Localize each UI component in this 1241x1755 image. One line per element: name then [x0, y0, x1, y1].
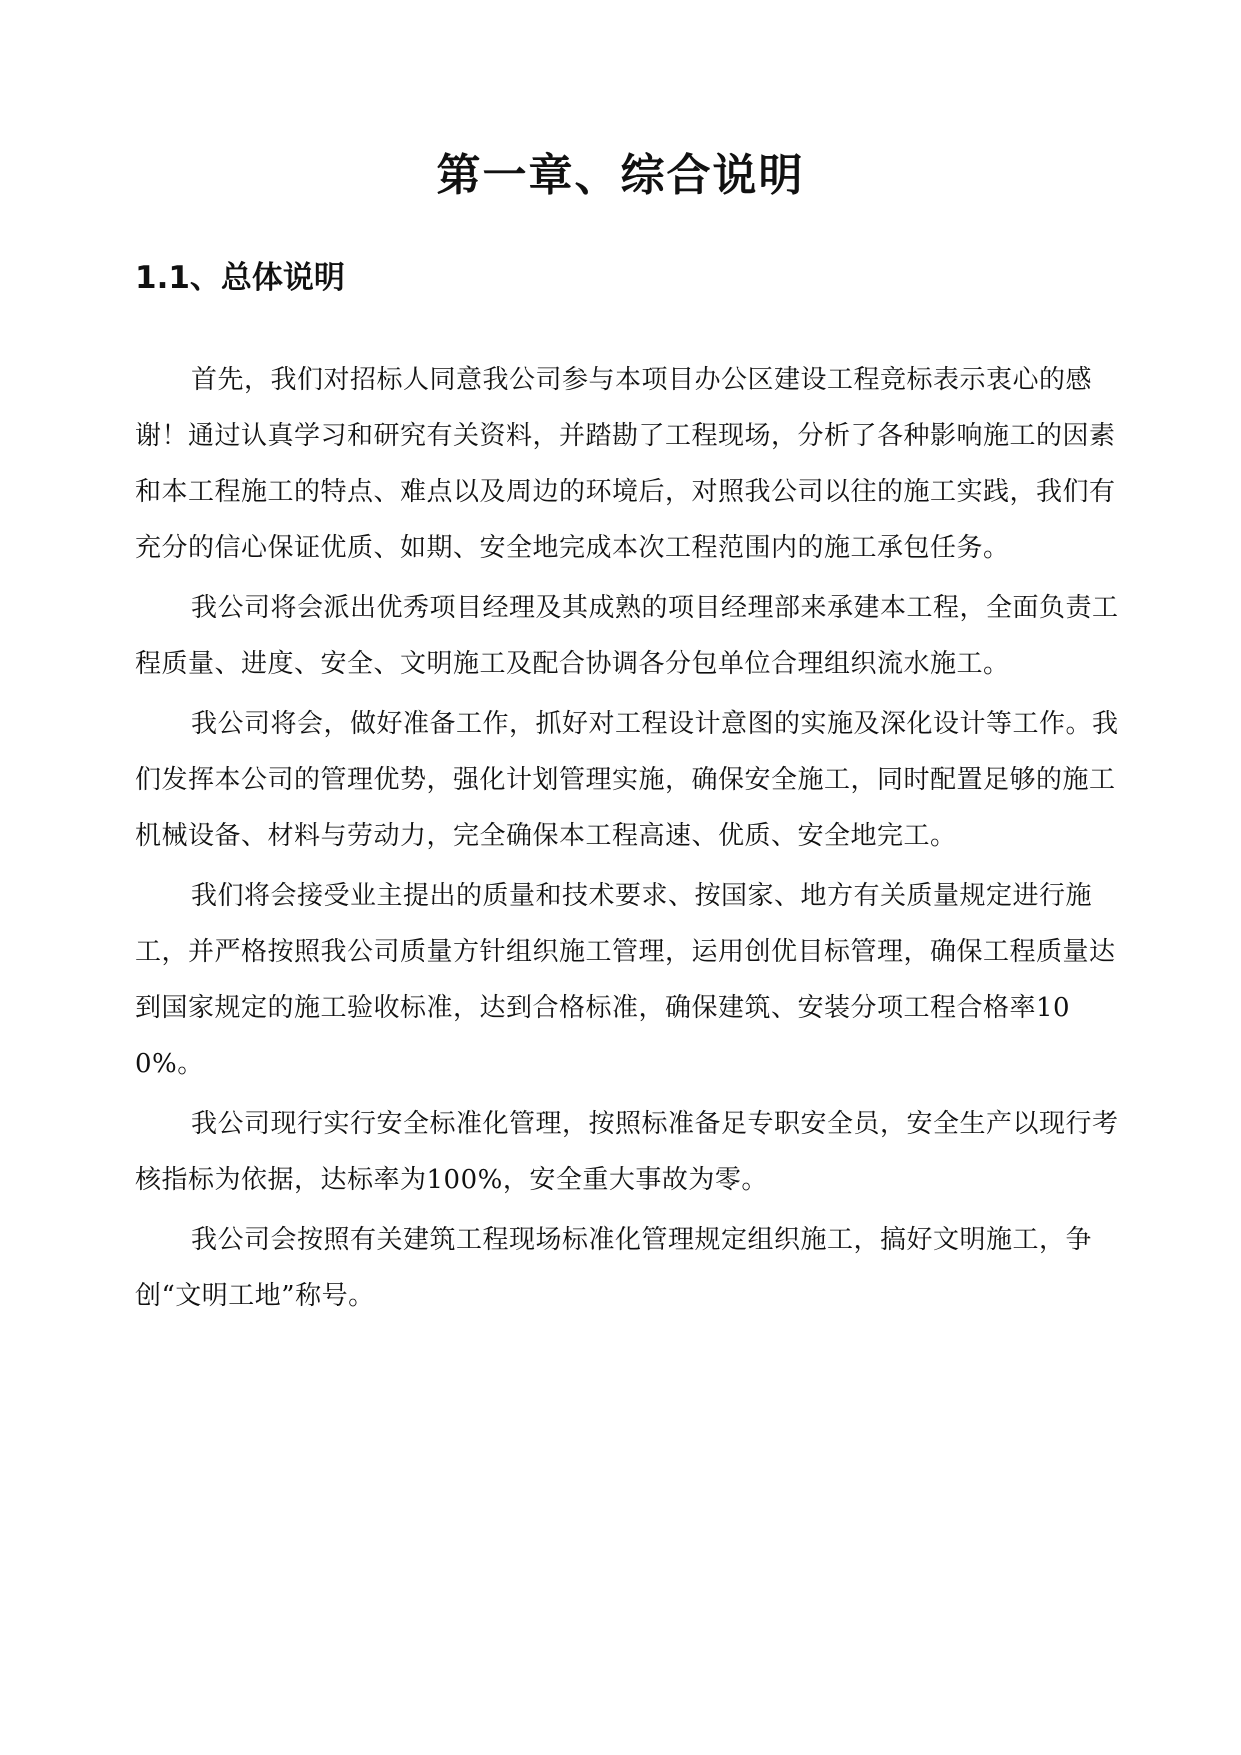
- chapter-title: 第一章、综合说明: [436, 150, 805, 201]
- body-text: [135, 352, 1120, 1328]
- paragraph: 我们将会接受业主提出的质量和技术要求、按国家、地方有关质量规定进行施工，并严格按照我公司质量方针组织施工管理，运用创优目标管理，确保工程质量达到国家规定的施工验收标准，达到合格标准，确保建筑、安装分项工程合格率100%。: [135, 881, 1116, 1079]
- paragraph: 我公司将会，做好准备工作，抓好对工程设计意图的实施及深化设计等工作。我们发挥本公司的管理优势，强化计划管理实施，确保安全施工，同时配置足够的施工机械设备、材料与劳动力，完全确保本工程高速、优质、安全地完工。: [135, 709, 1119, 851]
- paragraph: 我公司将会派出优秀项目经理及其成熟的项目经理部来承建本工程，全面负责工程质量、进度、安全、文明施工及配合协调各分包单位合理组织流水施工。: [135, 593, 1119, 679]
- paragraph: 首先，我们对招标人同意我公司参与本项目办公区建设工程竞标表示衷心的感谢！通过认真学习和研究有关资料，并踏勘了工程现场，分析了各种影响施工的因素和本工程施工的特点、难点以及周边的环境后，对照我公司以往的施工实践，我们有充分的信心保证优质、如期、安全地完成本次工程范围内的施工承包任务。: [135, 365, 1116, 563]
- paragraph: 我公司会按照有关建筑工程现场标准化管理规定组织施工，搞好文明施工，争创“文明工地”称号。: [135, 1225, 1093, 1311]
- paragraph: 我公司现行实行安全标准化管理，按照标准备足专职安全员，安全生产以现行考核指标为依据，达标率为100%，安全重大事故为零。: [135, 1109, 1119, 1195]
- section-title: 1.1、总体说明: [135, 260, 345, 296]
